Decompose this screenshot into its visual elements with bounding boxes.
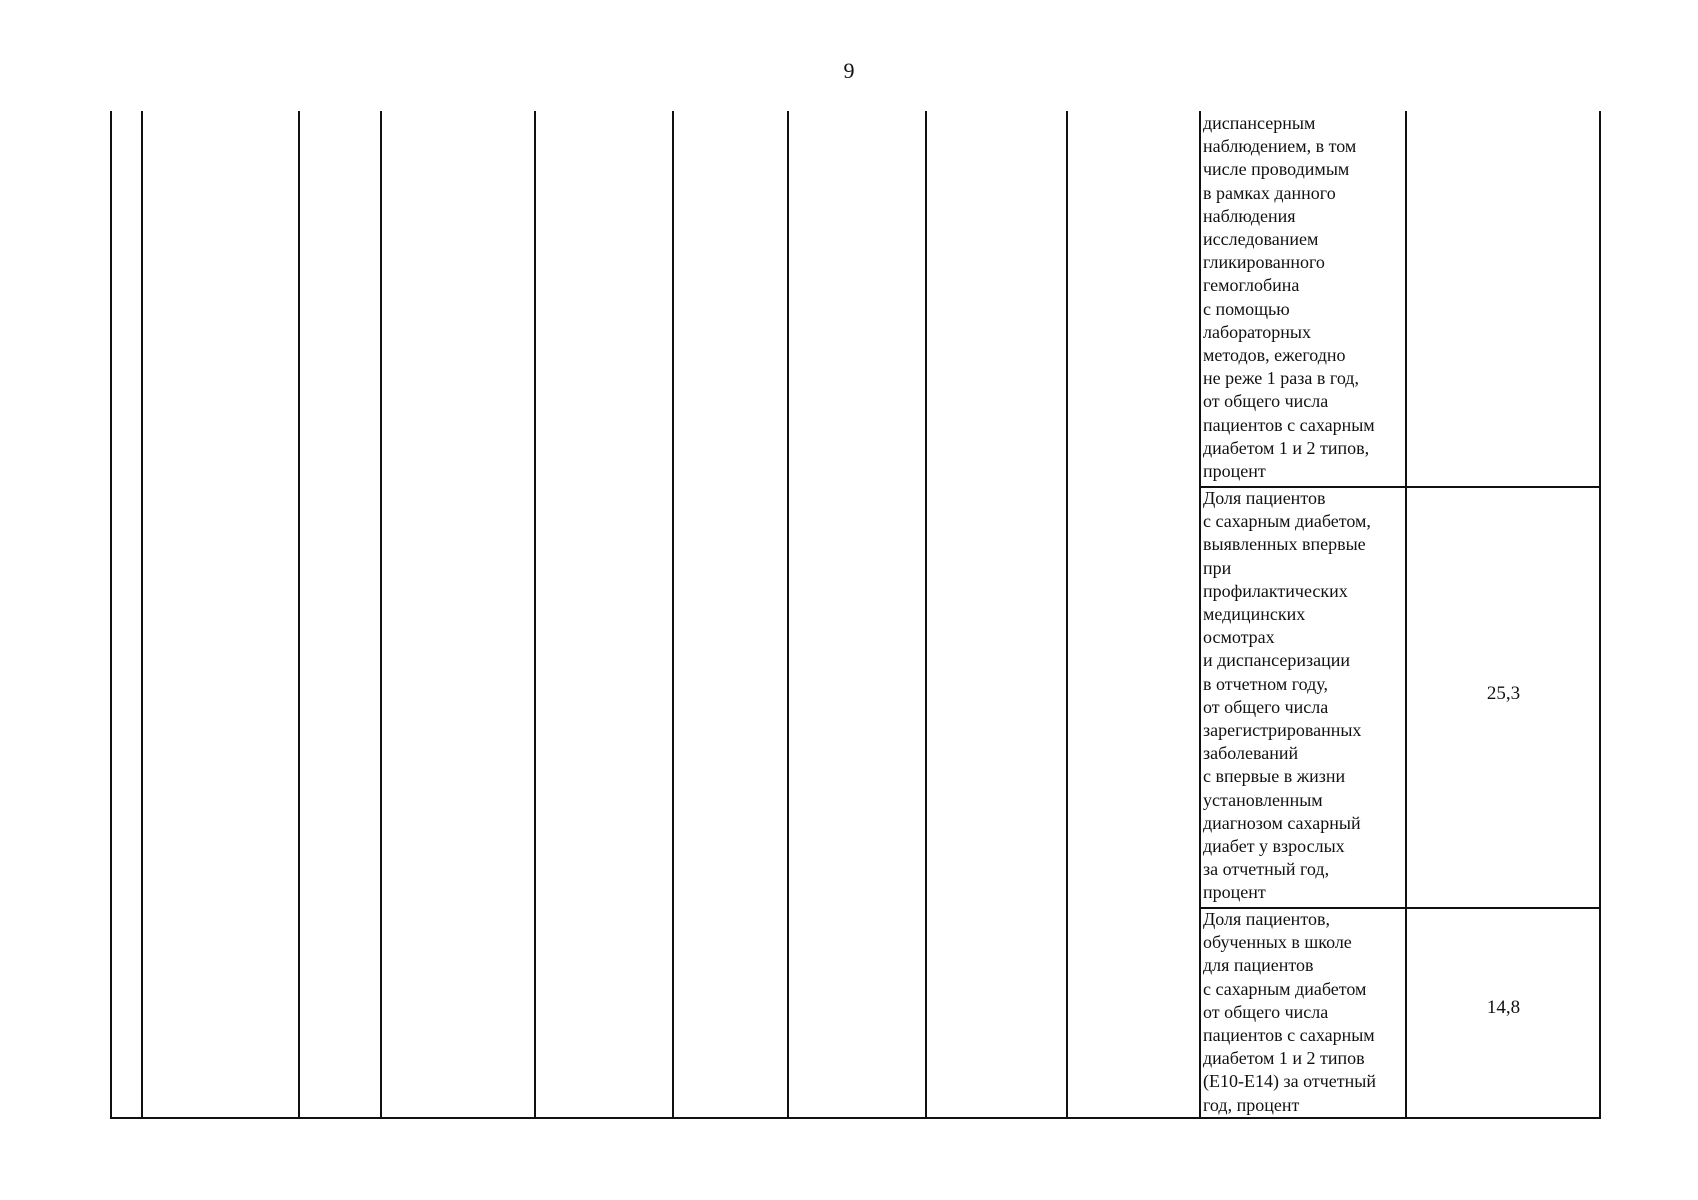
- column-line: [298, 111, 300, 1119]
- cell-line: гликированного: [1203, 252, 1325, 273]
- cell-line: зарегистрированных: [1203, 720, 1362, 741]
- column-line: [141, 111, 143, 1119]
- column-line: [1599, 111, 1601, 1119]
- value-cell: 25,3: [1486, 683, 1521, 704]
- cell-line: пациентов с сахарным: [1203, 414, 1375, 435]
- column-line: [1066, 111, 1068, 1119]
- cell-line: исследованием: [1203, 229, 1319, 250]
- cell-line: за отчетный год,: [1203, 859, 1330, 880]
- cell-line: диабетом 1 и 2 типов: [1203, 1048, 1365, 1069]
- cell-line: и диспансеризации: [1203, 650, 1350, 671]
- page-number: 9: [843, 58, 855, 83]
- cell-line: процент: [1203, 461, 1266, 482]
- cell-line: при: [1203, 557, 1232, 578]
- cell-line: установленным: [1203, 789, 1323, 810]
- column-line: [925, 111, 927, 1119]
- cell-line: от общего числа: [1203, 391, 1329, 412]
- cell-line: заболеваний: [1203, 743, 1299, 764]
- cell-line: диабет у взрослых: [1203, 836, 1345, 857]
- cell-line: от общего числа: [1203, 1001, 1329, 1022]
- column-line: [1199, 111, 1201, 1119]
- cell-line: методов, ежегодно: [1203, 345, 1346, 366]
- cell-line: год, процент: [1203, 1094, 1300, 1115]
- cell-line: числе проводимым: [1203, 159, 1350, 180]
- cell-line: с помощью: [1203, 298, 1290, 319]
- cell-line: наблюдения: [1203, 205, 1296, 226]
- cell-line: профилактических: [1203, 580, 1348, 601]
- cell-line: (Е10-Е14) за отчетный: [1203, 1071, 1376, 1092]
- cell-line: диспансерным: [1203, 113, 1316, 133]
- column-line: [110, 111, 112, 1119]
- cell-line: обученных в школе: [1203, 932, 1352, 953]
- column-line: [672, 111, 674, 1119]
- indicator-cell: [1203, 908, 1408, 1117]
- cell-line: с впервые в жизни: [1203, 766, 1346, 787]
- cell-line: лабораторных: [1203, 321, 1312, 342]
- cell-line: диабетом 1 и 2 типов,: [1203, 437, 1370, 458]
- cell-line: Доля пациентов,: [1203, 909, 1330, 929]
- cell-line: выявленных впервые: [1203, 534, 1366, 555]
- column-line: [380, 111, 382, 1119]
- cell-line: Доля пациентов: [1203, 488, 1326, 508]
- cell-line: не реже 1 раза в год,: [1203, 368, 1359, 389]
- cell-line: наблюдением, в том: [1203, 136, 1357, 157]
- cell-line: осмотрах: [1203, 627, 1275, 648]
- cell-line: в рамках данного: [1203, 182, 1336, 203]
- cell-line: от общего числа: [1203, 696, 1329, 717]
- cell-line: пациентов с сахарным: [1203, 1025, 1375, 1046]
- cell-line: для пациентов: [1203, 955, 1314, 976]
- column-line: [787, 111, 789, 1119]
- indicator-cell: [1203, 487, 1408, 905]
- cell-line: диагнозом сахарный: [1203, 812, 1361, 833]
- cell-line: процент: [1203, 882, 1266, 903]
- cell-line: с сахарным диабетом: [1203, 978, 1367, 999]
- cell-line: в отчетном году,: [1203, 673, 1328, 694]
- indicator-cell: [1203, 112, 1408, 483]
- value-cell: 14,8: [1486, 997, 1521, 1018]
- cell-line: медицинских: [1203, 604, 1306, 625]
- column-line: [534, 111, 536, 1119]
- cell-line: с сахарным диабетом,: [1203, 511, 1371, 532]
- table-bottom-border: [110, 1117, 1601, 1119]
- cell-line: гемоглобина: [1203, 275, 1300, 296]
